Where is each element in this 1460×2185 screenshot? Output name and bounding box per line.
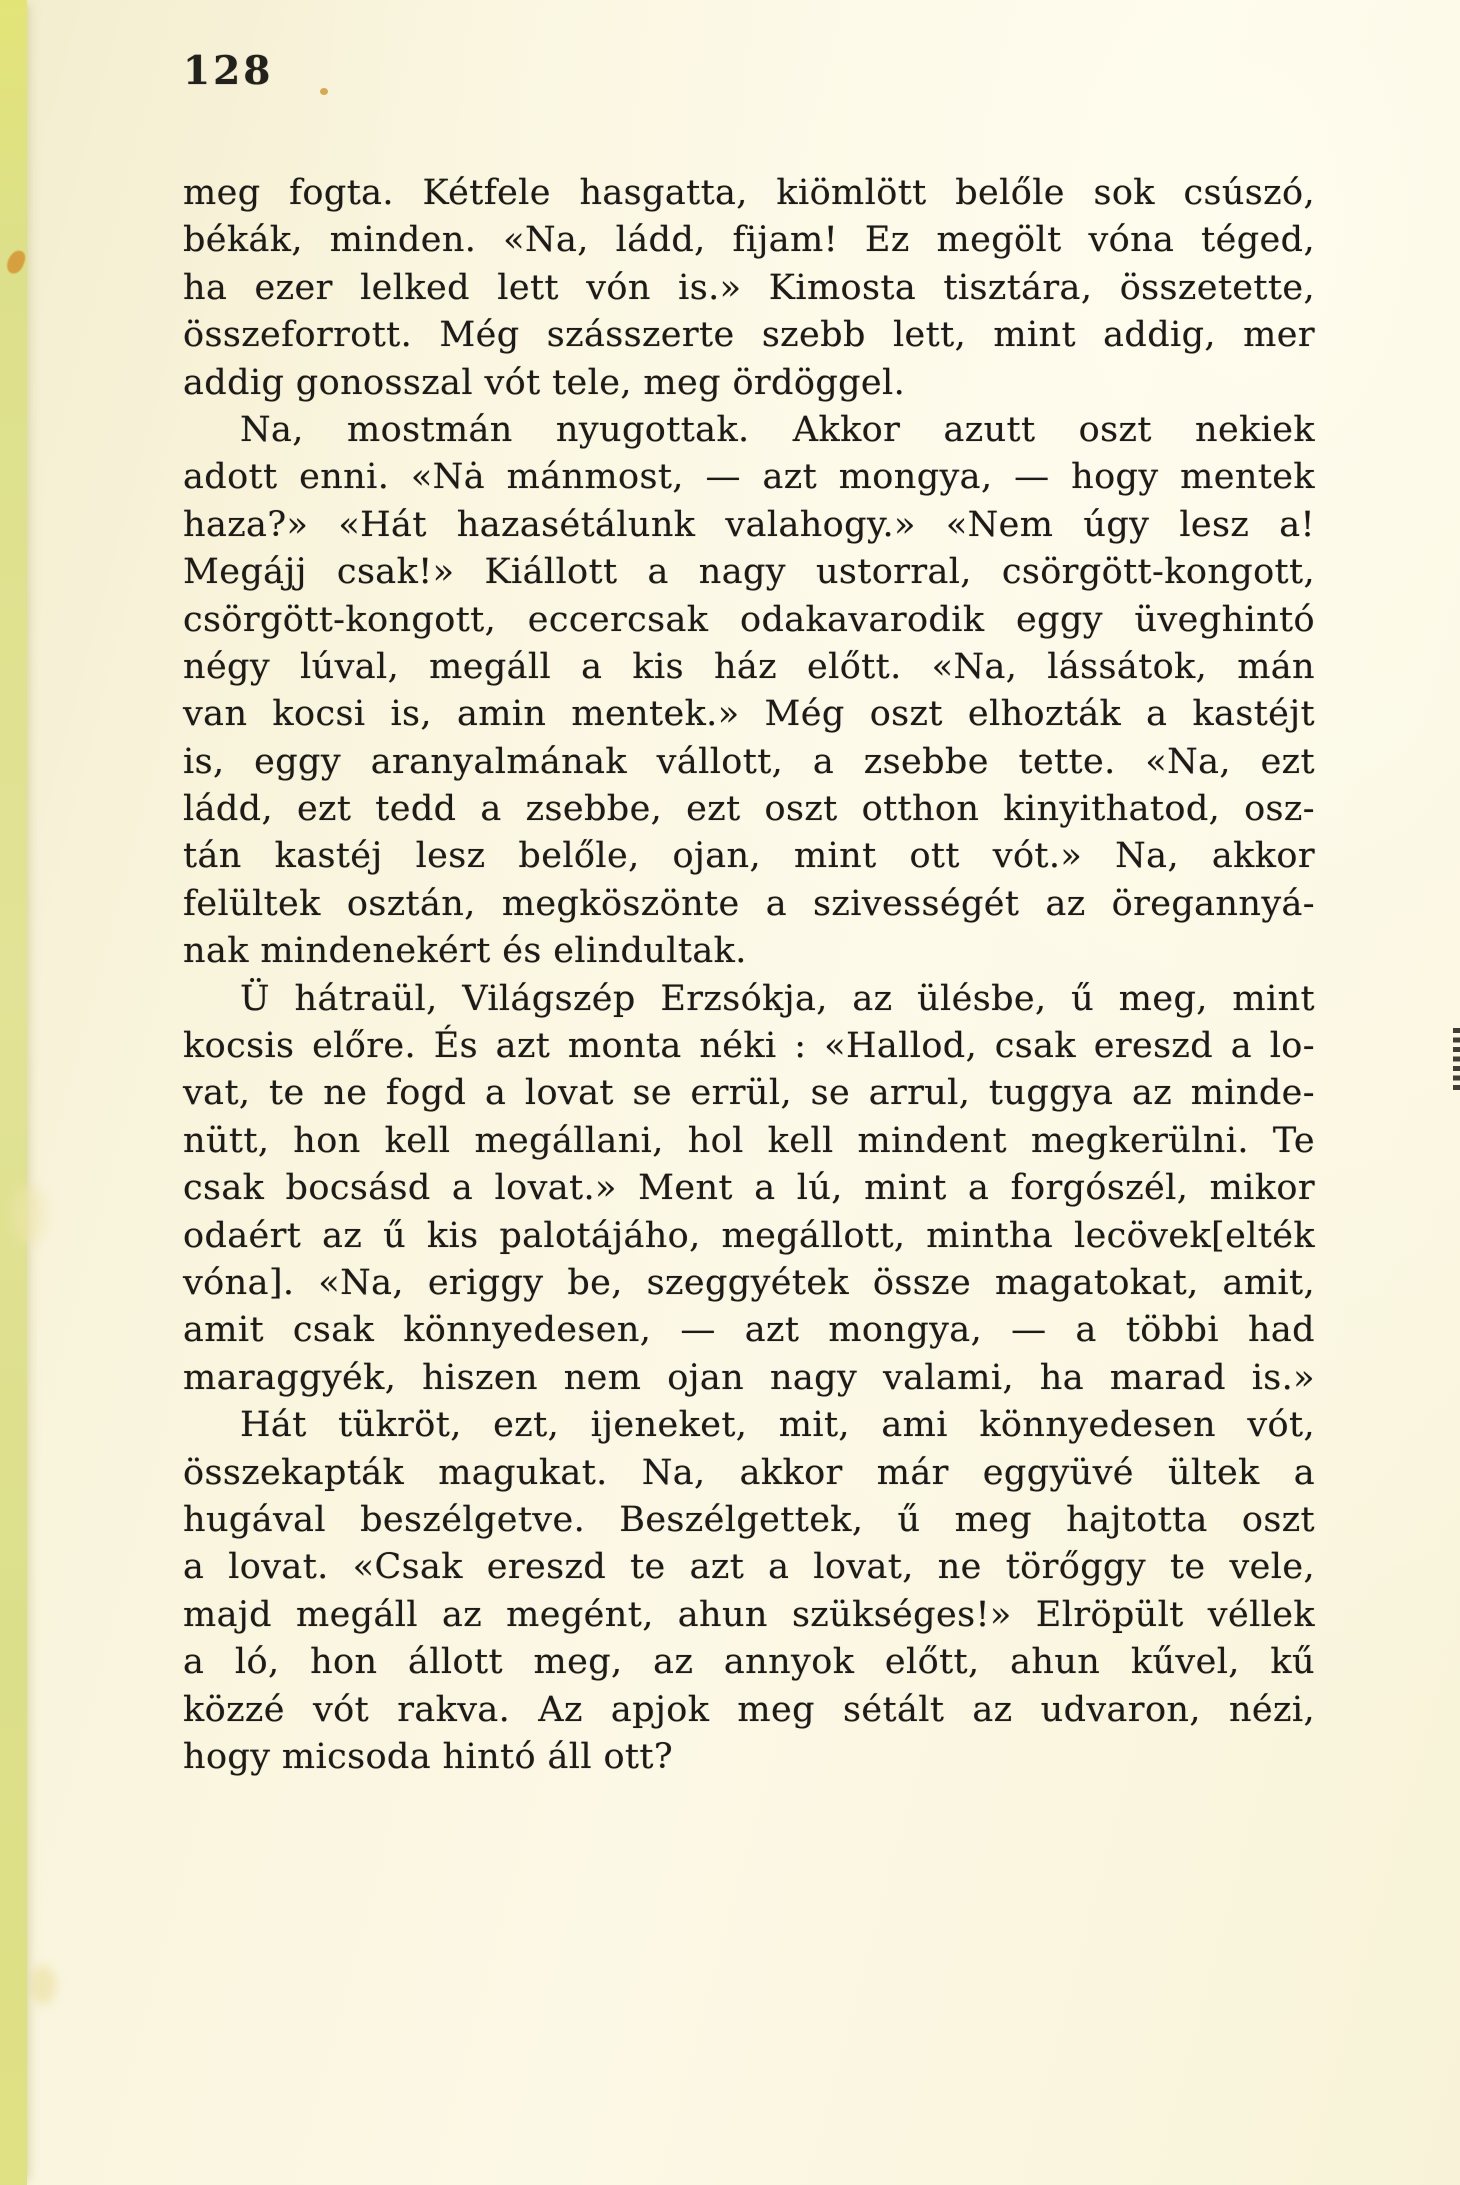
text-line: adott enni. «Nȧ mánmost, — azt mongya, — hogy mentek [183, 457, 1315, 498]
text-line: kocsis előre. És azt monta néki : «Hallod, csak ereszd a lo- [183, 1026, 1315, 1067]
text-line: vat, te ne fogd a lovat se errül, se arrul, tuggya az minde- [183, 1073, 1315, 1114]
text-line: hogy micsoda hintó áll ott? [183, 1736, 674, 1777]
text-line: ha ezer lelked lett vón is.» Kimosta tisztára, összetette, [183, 267, 1315, 308]
text-line: közzé vót rakva. Az apjok meg sétált az udvaron, nézi, [183, 1689, 1315, 1730]
text-line: odaért az ű kis palotájáho, megállott, mintha lecövek[elték [183, 1215, 1315, 1256]
text-line: négy lúval, megáll a kis ház előtt. «Na, lássátok, mán [183, 646, 1315, 687]
body-text [183, 170, 1315, 1781]
text-line: hugával beszélgetve. Beszélgettek, ű meg hajtotta oszt [183, 1499, 1315, 1540]
page-number: 128 [183, 48, 274, 94]
text-line: összekapták magukat. Na, akkor már eggyüvé ültek a [183, 1452, 1315, 1493]
text-line: Ü hátraül, Világszép Erzsókja, az ülésbe, ű meg, mint [240, 978, 1315, 1019]
text-line: Na, mostmán nyugottak. Akkor azutt oszt nekiek [240, 409, 1315, 450]
text-line: csak bocsásd a lovat.» Ment a lú, mint a forgószél, mikor [183, 1168, 1315, 1209]
text-line: Hát tükröt, ezt, ijeneket, mit, ami könnyedesen vót, [240, 1405, 1315, 1446]
right-margin-mark [1453, 1028, 1460, 1092]
text-line: maraggyék, hiszen nem ojan nagy valami, ha marad is.» [183, 1357, 1315, 1398]
text-line: haza?» «Hát hazasétálunk valahogy.» «Nem úgy lesz a! [183, 504, 1315, 545]
page-edge-strip [0, 0, 27, 2185]
text-line: addig gonosszal vót tele, meg ördöggel. [183, 362, 906, 403]
text-line: a lovat. «Csak ereszd te azt a lovat, ne törőggy te vele, [183, 1547, 1315, 1588]
text-line: majd megáll az megént, ahun szükséges!» Elröpült véllek [183, 1594, 1315, 1635]
text-line: nak mindenekért és elindultak. [183, 931, 747, 972]
stain-mark [30, 1965, 56, 2005]
text-line: tán kastéj lesz belőle, ojan, mint ott vót.» Na, akkor [183, 836, 1315, 877]
text-line: amit csak könnyedesen, — azt mongya, — a többi had [183, 1310, 1315, 1351]
text-line: meg fogta. Kétfele hasgatta, kiömlött belőle sok csúszó, [183, 173, 1315, 213]
stain-mark [320, 88, 328, 95]
text-line: csörgött-kongott, eccercsak odakavarodik eggy üveghintó [183, 599, 1315, 640]
text-line: felültek osztán, megköszönte a szivességét az öregannyá- [183, 883, 1315, 924]
text-line: vóna]. «Na, eriggy be, szeggyétek össze magatokat, amit, [183, 1262, 1315, 1303]
text-line: összeforrott. Még szásszerte szebb lett, mint addig, mer [183, 315, 1315, 356]
text-line: békák, minden. «Na, ládd, fijam! Ez megölt vóna téged, [183, 220, 1315, 261]
text-line: a ló, hon állott meg, az annyok előtt, ahun kűvel, kű [183, 1642, 1315, 1683]
text-line: van kocsi is, amin mentek.» Még oszt elhozták a kastéjt [183, 694, 1315, 735]
text-line: ládd, ezt tedd a zsebbe, ezt oszt otthon kinyithatod, osz- [183, 789, 1315, 830]
text-line: is, eggy aranyalmának vállott, a zsebbe tette. «Na, ezt [183, 741, 1315, 782]
text-line: Megájj csak!» Kiállott a nagy ustorral, csörgött-kongott, [183, 552, 1315, 593]
text-line: nütt, hon kell megállani, hol kell mindent megkerülni. Te [183, 1120, 1315, 1161]
stain-mark [12, 1185, 46, 1245]
